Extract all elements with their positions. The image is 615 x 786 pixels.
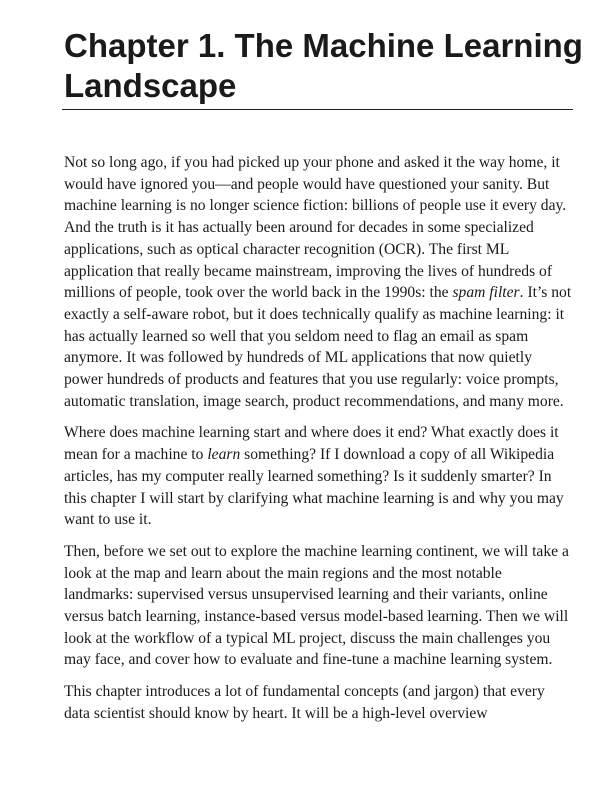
paragraph-questions-text-start: Where does machine learning start and where does it end? What exactly does it mean for a machine to [64, 424, 559, 464]
paragraph-intro [64, 152, 574, 412]
chapter-title: Chapter 1. The Machine Learning Landscape [64, 27, 583, 104]
chapter-body [64, 152, 574, 735]
paragraph-intro-emphasis: spam filter [452, 284, 520, 302]
paragraph-questions-text-end: something? If I download a copy of all Wikipedia articles, has my computer really learned something? Is it suddenly smarter? In this chapter I will start by clarifying what machine learning is and why you may want to use it. [64, 446, 564, 529]
paragraph-roadmap: Then, before we set out to explore the machine learning continent, we will take a look at the map and learn about the main regions and the most notable landmarks: supervised versus unsupervised learning and their variants, online versus batch learning, instance-based versus model-based learning. Then we will look at the workflow of a typical ML project, discuss the main challenges you may face, and cover how to evaluate and fine-tune a machine learning system. [64, 542, 569, 669]
paragraph-overview: This chapter introduces a lot of fundamental concepts (and jargon) that every data scientist should know by heart. It will be a high-level overview [64, 683, 545, 722]
title-divider [62, 109, 573, 110]
paragraph-questions [64, 422, 574, 531]
paragraph-questions-emphasis: learn [207, 446, 241, 464]
paragraph-intro-text-end: . It’s not exactly a self-aware robot, but it does technically qualify as machine learning: it has actually learned so well that you seldom need to flag an email as spam anymore. It was followed by hundreds of ML applications that now quietly power hundreds of products and features that you use regularly: voice prompts, automatic translation, image search, product recommendations, and many more. [64, 284, 572, 410]
paragraph-intro-text-start: Not so long ago, if you had picked up your phone and asked it the way home, it would have ignored you—and people would have questioned your sanity. But machine learning is no longer science fiction: billions of people use it every day. And the truth is it has actually been around for decades in some specialized applications, such as optical character recognition (OCR). The first ML application that really became mainstream, improving the lives of hundreds of millions of people, took over the world back in the 1990s: the [64, 154, 567, 302]
